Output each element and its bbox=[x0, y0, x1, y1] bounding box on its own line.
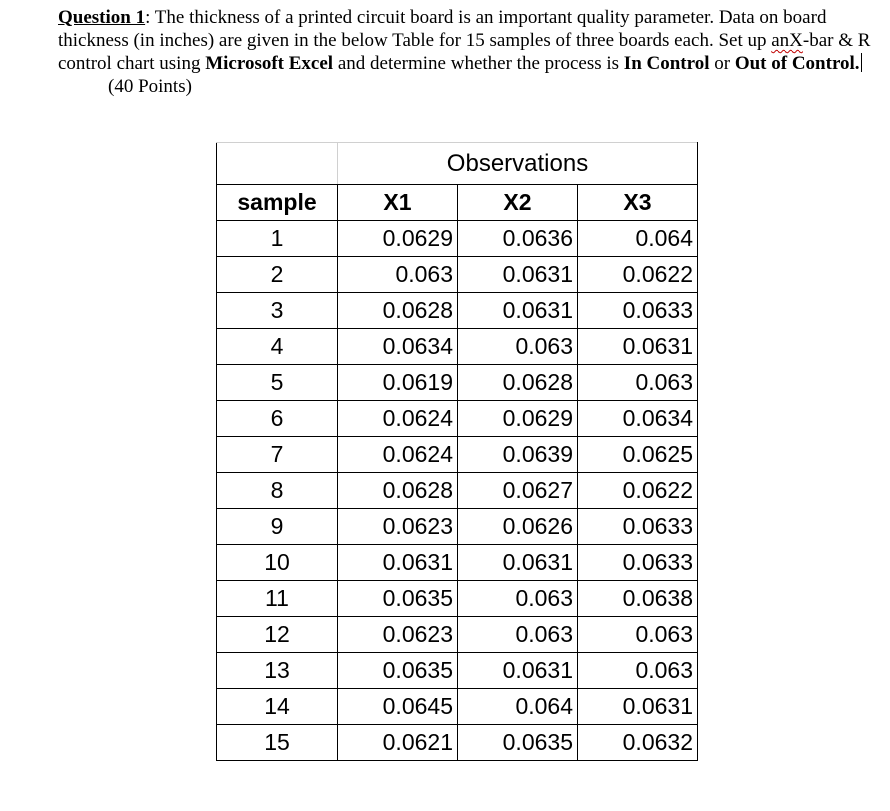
question-text-1: The thickness of a printed circuit board is an important quality parameter. Data on board thickness (in inches) are given in the below Table for 15 samples of three boards each. Set up bbox=[58, 7, 827, 51]
table-row bbox=[217, 329, 698, 365]
table-row bbox=[217, 221, 698, 257]
sample-number-cell: 6 bbox=[217, 401, 338, 437]
out-of-control-emphasis: Out of Control. bbox=[734, 53, 860, 74]
x1-cell: 0.0624 bbox=[338, 437, 458, 473]
x1-cell: 0.0645 bbox=[338, 689, 458, 725]
sample-number-cell: 13 bbox=[217, 653, 338, 689]
sample-number-cell: 5 bbox=[217, 365, 338, 401]
question-text-3: and determine whether the process is bbox=[333, 53, 624, 74]
x1-cell: 0.0634 bbox=[338, 329, 458, 365]
sample-number-cell: 10 bbox=[217, 545, 338, 581]
sample-number-cell: 2 bbox=[217, 257, 338, 293]
table-row bbox=[217, 545, 698, 581]
table-row bbox=[217, 509, 698, 545]
col-header-sample: sample bbox=[217, 185, 338, 221]
x3-cell: 0.0633 bbox=[578, 509, 698, 545]
table-row bbox=[217, 725, 698, 761]
x1-cell: 0.0623 bbox=[338, 509, 458, 545]
text-cursor bbox=[861, 53, 862, 72]
sample-number-cell: 1 bbox=[217, 221, 338, 257]
sample-number-cell: 4 bbox=[217, 329, 338, 365]
sample-number-cell: 7 bbox=[217, 437, 338, 473]
thickness-data-table bbox=[216, 142, 698, 761]
table-row bbox=[217, 653, 698, 689]
sample-number-cell: 3 bbox=[217, 293, 338, 329]
x3-cell: 0.0634 bbox=[578, 401, 698, 437]
x3-cell: 0.063 bbox=[578, 653, 698, 689]
col-header-x2: X2 bbox=[458, 185, 578, 221]
observations-header: Observations bbox=[338, 143, 698, 185]
x3-cell: 0.0638 bbox=[578, 581, 698, 617]
col-header-x3: X3 bbox=[578, 185, 698, 221]
x1-cell: 0.0629 bbox=[338, 221, 458, 257]
x1-cell: 0.063 bbox=[338, 257, 458, 293]
data-table-container bbox=[216, 142, 698, 761]
col-header-x1: X1 bbox=[338, 185, 458, 221]
x1-cell: 0.0628 bbox=[338, 293, 458, 329]
x2-cell: 0.0628 bbox=[458, 365, 578, 401]
points-label: (40 Points) bbox=[108, 76, 192, 97]
table-row bbox=[217, 689, 698, 725]
question-colon: : bbox=[145, 7, 155, 28]
sample-number-cell: 9 bbox=[217, 509, 338, 545]
x3-cell: 0.0633 bbox=[578, 545, 698, 581]
empty-header-cell bbox=[217, 143, 338, 185]
x1-cell: 0.0635 bbox=[338, 653, 458, 689]
x3-cell: 0.0633 bbox=[578, 293, 698, 329]
x2-cell: 0.0631 bbox=[458, 257, 578, 293]
x1-cell: 0.0619 bbox=[338, 365, 458, 401]
table-row bbox=[217, 617, 698, 653]
sample-number-cell: 8 bbox=[217, 473, 338, 509]
x2-cell: 0.0627 bbox=[458, 473, 578, 509]
x1-cell: 0.0631 bbox=[338, 545, 458, 581]
x2-cell: 0.0635 bbox=[458, 725, 578, 761]
sample-number-cell: 11 bbox=[217, 581, 338, 617]
x2-cell: 0.0626 bbox=[458, 509, 578, 545]
x3-cell: 0.0631 bbox=[578, 329, 698, 365]
excel-emphasis: Microsoft Excel bbox=[205, 53, 334, 74]
sample-number-cell: 15 bbox=[217, 725, 338, 761]
x3-cell: 0.0622 bbox=[578, 257, 698, 293]
x3-cell: 0.064 bbox=[578, 221, 698, 257]
x2-cell: 0.0629 bbox=[458, 401, 578, 437]
x3-cell: 0.0622 bbox=[578, 473, 698, 509]
x2-cell: 0.0639 bbox=[458, 437, 578, 473]
x2-cell: 0.0636 bbox=[458, 221, 578, 257]
x2-cell: 0.063 bbox=[458, 581, 578, 617]
observations-header-row bbox=[217, 143, 698, 185]
x2-cell: 0.064 bbox=[458, 689, 578, 725]
table-row bbox=[217, 257, 698, 293]
table-row bbox=[217, 473, 698, 509]
x3-cell: 0.0625 bbox=[578, 437, 698, 473]
x2-cell: 0.0631 bbox=[458, 293, 578, 329]
x2-cell: 0.063 bbox=[458, 329, 578, 365]
x1-cell: 0.0628 bbox=[338, 473, 458, 509]
x2-cell: 0.0631 bbox=[458, 653, 578, 689]
table-row bbox=[217, 365, 698, 401]
table-row bbox=[217, 437, 698, 473]
table-row bbox=[217, 293, 698, 329]
x2-cell: 0.063 bbox=[458, 617, 578, 653]
x3-cell: 0.063 bbox=[578, 617, 698, 653]
table-row bbox=[217, 581, 698, 617]
x3-cell: 0.0631 bbox=[578, 689, 698, 725]
column-header-row bbox=[217, 185, 698, 221]
question-text-4: or bbox=[709, 53, 735, 74]
in-control-emphasis: In Control bbox=[623, 53, 710, 74]
question-text-2: -bar & R control chart using bbox=[58, 30, 871, 74]
table-row bbox=[217, 401, 698, 437]
misspelled-word: anX bbox=[771, 30, 803, 51]
sample-number-cell: 14 bbox=[217, 689, 338, 725]
x1-cell: 0.0623 bbox=[338, 617, 458, 653]
x2-cell: 0.0631 bbox=[458, 545, 578, 581]
x1-cell: 0.0635 bbox=[338, 581, 458, 617]
x1-cell: 0.0621 bbox=[338, 725, 458, 761]
question-label: Question 1 bbox=[58, 7, 146, 28]
x1-cell: 0.0624 bbox=[338, 401, 458, 437]
question-paragraph bbox=[58, 6, 873, 98]
x3-cell: 0.063 bbox=[578, 365, 698, 401]
sample-number-cell: 12 bbox=[217, 617, 338, 653]
x3-cell: 0.0632 bbox=[578, 725, 698, 761]
